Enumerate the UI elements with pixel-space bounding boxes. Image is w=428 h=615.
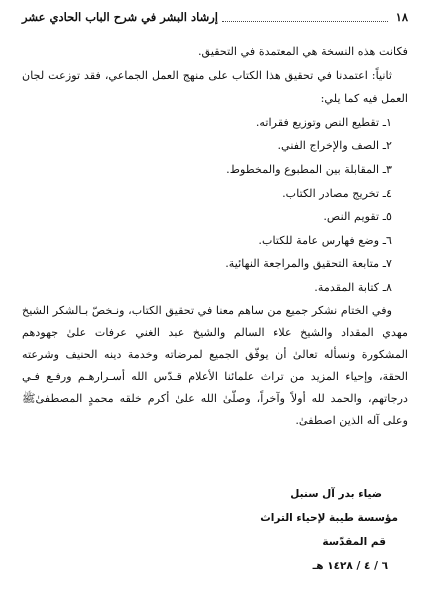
work-step: ٧ـ متابعة التحقيق والمراجعة النهائية. bbox=[225, 257, 392, 271]
page-number: ١٨ bbox=[395, 10, 408, 24]
opening-paragraph: فكانت هذه النسخة هي المعتمدة في التحقيق. bbox=[198, 45, 408, 58]
work-step: ٤ـ تخريج مصادر الكتاب. bbox=[282, 186, 392, 200]
work-step: ٦ـ وضع فهارس عامة للكتاب. bbox=[258, 233, 392, 247]
work-step: ١ـ تقطيع النص وتوزيع فقراته. bbox=[255, 115, 392, 129]
organization-name: مؤسسة طيبة لإحياء التراث bbox=[260, 512, 398, 524]
work-steps-list bbox=[22, 111, 408, 300]
work-step: ٢ـ الصف والإخراج الفني. bbox=[277, 139, 392, 153]
signature-date: ٦ / ٤ / ١٤٢٨ هـ bbox=[312, 560, 388, 572]
leader-dots bbox=[222, 12, 388, 22]
work-step: ٣ـ المقابلة بين المطبوع والمخطوط. bbox=[226, 162, 392, 176]
signature-block bbox=[198, 482, 398, 578]
methodology-paragraph: ثانياً: اعتمدنا في تحقيق هذا الكتاب على منهج العمل الجماعي، فقد توزعت لجان العمل فيه كما يلي: bbox=[22, 68, 408, 106]
book-title: إرشاد البشر في شرح الباب الحادي عشر bbox=[22, 10, 219, 24]
closing-paragraph: وفي الختام نشكر جميع من ساهم معنا في تحقيق الكتاب، ونـخصّ بـالشكر الشيخ مهدي المقداد والشيخ علاء السالم والشيخ عبد الغني عرفات علىٰ جهودهم المشكورة ونسأله تعالىٰ أن يوفّق الجميع لمرضاته وخدمة دينه الحنيف وشرعته الحقة، وإحياء المزيد من تراث علمائنا الأعلام قـدّس الله أسـرارهـم ورفـع فـي درجاتهم، والحمد لله أولاً وآخراً، وصلّىٰ الله علىٰ أكرم خلقه محمدٍ المصطفىٰﷺ وعلى آله الذين اصطفىٰ. bbox=[22, 303, 408, 427]
author-name: ضياء بدر آل سنبل bbox=[290, 488, 382, 500]
body-text bbox=[22, 40, 408, 432]
running-header bbox=[22, 8, 408, 26]
place-name: قم المقدّسة bbox=[322, 536, 386, 548]
work-step: ٥ـ تقويم النص. bbox=[323, 210, 392, 224]
work-step: ٨ـ كتابة المقدمة. bbox=[314, 280, 392, 294]
document-page bbox=[22, 8, 408, 608]
